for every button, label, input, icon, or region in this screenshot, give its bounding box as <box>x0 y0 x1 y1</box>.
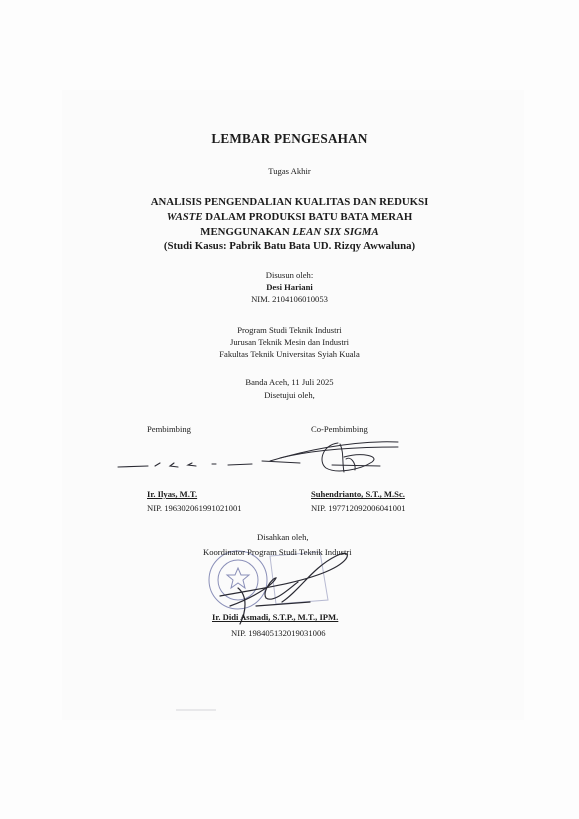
author-name: Desi Hariani <box>266 282 313 292</box>
thesis-title-line-1: ANALISIS PENGENDALIAN KUALITAS DAN REDUKSI <box>150 196 429 208</box>
co-advisor-role: Co-Pembimbing <box>311 424 368 434</box>
advisor-nip: NIP. 196302061991021001 <box>147 503 242 513</box>
document-type: Tugas Akhir <box>268 166 311 176</box>
faculty-stamp <box>209 551 328 609</box>
coordinator-role: Koordinator Program Studi Teknik Industri <box>203 547 352 557</box>
page-title: LEMBAR PENGESAHAN <box>211 131 368 146</box>
approved-label: Disetujui oleh, <box>264 390 315 400</box>
thesis-title-waste-italic: WASTE <box>166 211 203 223</box>
thesis-title-line-2-rest: DALAM PRODUKSI BATU BATA MERAH <box>202 211 413 223</box>
advisor-name: Ir. Ilyas, M.T. <box>147 489 198 499</box>
coordinator-nip: NIP. 198405132019031006 <box>231 628 326 638</box>
co-advisor-nip: NIP. 197712092006041001 <box>311 503 406 513</box>
department: Jurusan Teknik Mesin dan Industri <box>229 337 350 347</box>
author-label: Disusun oleh: <box>265 270 314 280</box>
ratified-label: Disahkan oleh, <box>257 532 309 542</box>
study-program: Program Studi Teknik Industri <box>237 325 342 335</box>
author-nim: NIM. 2104106010053 <box>251 294 328 304</box>
thesis-title-lss-italic: LEAN SIX SIGMA <box>292 226 379 238</box>
co-advisor-name: Suhendrianto, S.T., M.Sc. <box>311 489 405 499</box>
advisor-signature <box>118 463 252 467</box>
faculty: Fakultas Teknik Universitas Syiah Kuala <box>219 349 360 359</box>
coordinator-name: Ir. Didi Asmadi, S.T.P., M.T., IPM. <box>212 612 339 622</box>
thesis-title-line-3-text: MENGGUNAKAN <box>200 226 293 238</box>
place-date: Banda Aceh, 11 Juli 2025 <box>245 377 334 387</box>
thesis-case-study: (Studi Kasus: Pabrik Batu Bata UD. Rizqy Awwaluna) <box>163 240 416 252</box>
co-advisor-signature <box>262 442 398 472</box>
advisor-role: Pembimbing <box>147 424 191 434</box>
